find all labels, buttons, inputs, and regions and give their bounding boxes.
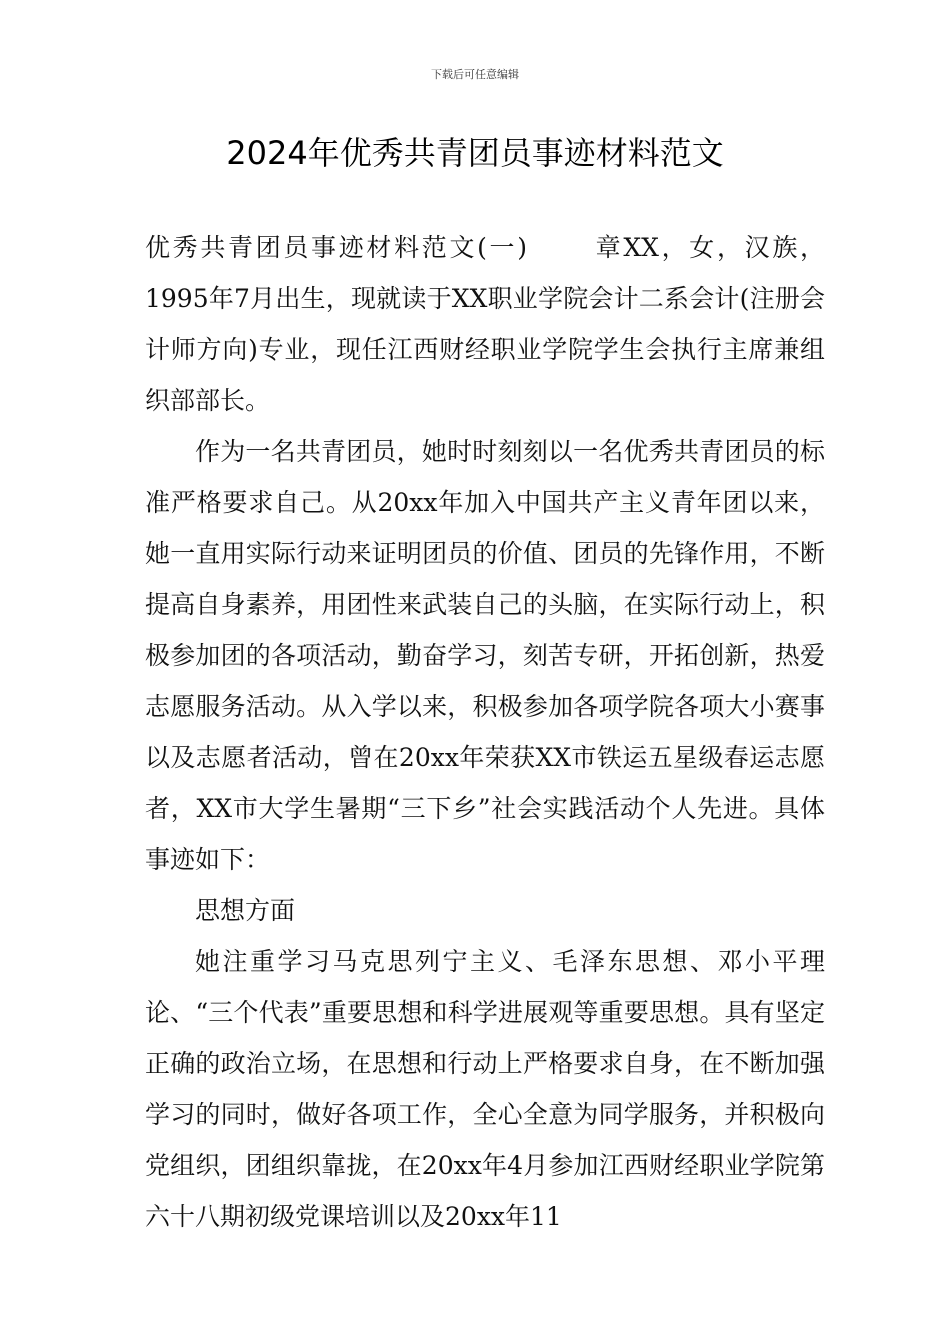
document-body xyxy=(145,222,825,1242)
paragraph-1 xyxy=(145,222,825,426)
section-heading-thought: 思想方面 xyxy=(195,896,296,925)
paragraph-1-heading: 优秀共青团员事迹材料范文(一) xyxy=(145,233,527,262)
header-note: 下载后可任意编辑 xyxy=(431,68,519,81)
paragraph-2: 作为一名共青团员，她时时刻刻以一名优秀共青团员的标准严格要求自己。从20xx年加入中国共产主义青年团以来，她一直用实际行动来证明团员的价值、团员的先锋作用，不断提高自身素养，用团性来武装自己的头脑，在实际行动上，积极参加团的各项活动，勤奋学习，刻苦专研，开拓创新，热爱志愿服务活动。从入学以来，积极参加各项学院各项大小赛事以及志愿者活动，曾在20xx年荣获XX市铁运五星级春运志愿者，XX市大学生暑期“三下乡”社会实践活动个人先进。具体事迹如下： xyxy=(145,437,825,874)
document-title: 2024年优秀共青团员事迹材料范文 xyxy=(226,134,724,172)
paragraph-1-text: 章XX，女，汉族，1995年7月出生，现就读于XX职业学院会计二系会计(注册会计师方向)专业，现任江西财经职业学院学生会执行主席兼组织部部长。 xyxy=(145,233,825,415)
paragraph-4: 她注重学习马克思列宁主义、毛泽东思想、邓小平理论、“三个代表”重要思想和科学进展观等重要思想。具有坚定正确的政治立场，在思想和行动上严格要求自身，在不断加强学习的同时，做好各项工作，全心全意为同学服务，并积极向党组织，团组织靠拢，在20xx年4月参加江西财经职业学院第六十八期初级党课培训以及20xx年11 xyxy=(145,947,825,1231)
